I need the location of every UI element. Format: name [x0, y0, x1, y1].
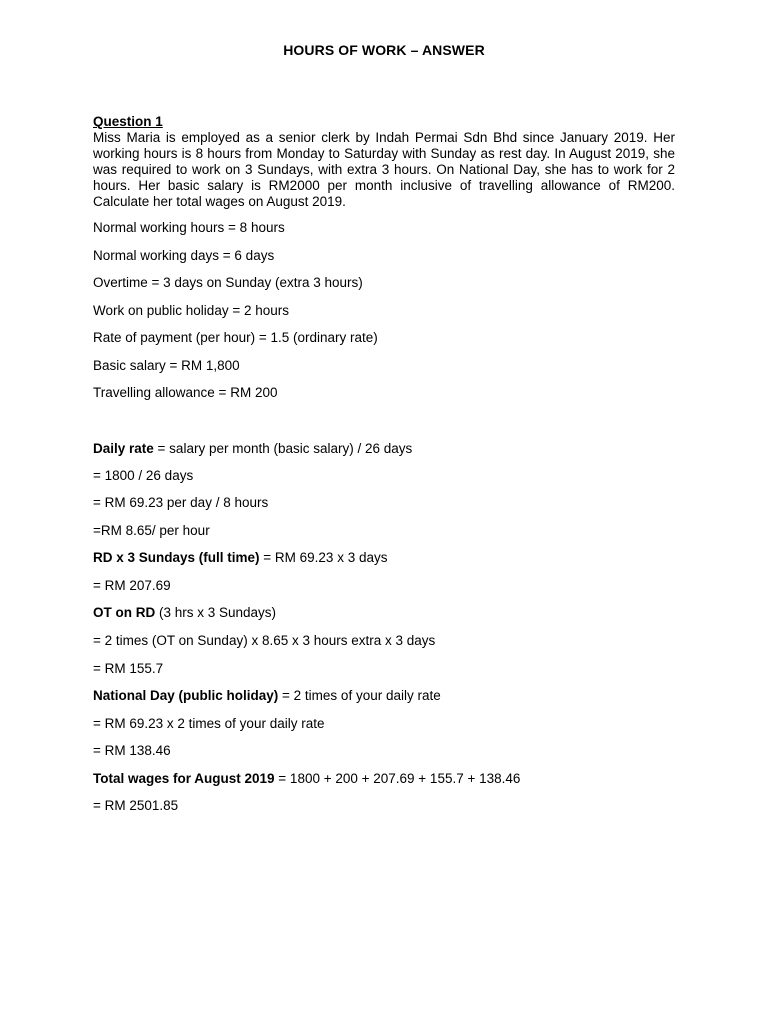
- daily-rate-line: [93, 441, 412, 457]
- national-day-label: National Day (public holiday): [93, 688, 279, 703]
- overtime-step: = 2 times (OT on Sunday) x 8.65 x 3 hours extra x 3 days: [93, 633, 436, 648]
- page-title: HOURS OF WORK – ANSWER: [283, 42, 485, 58]
- overtime-description: (3 hrs x 3 Sundays): [155, 605, 277, 620]
- rest-day-formula: = RM 69.23 x 3 days: [259, 550, 388, 565]
- fact-normal-hours: Normal working hours = 8 hours: [93, 220, 285, 235]
- question-heading: Question 1: [93, 114, 163, 129]
- daily-rate-label: Daily rate: [93, 441, 154, 456]
- national-day-step: = RM 69.23 x 2 times of your daily rate: [93, 716, 325, 731]
- rest-day-result: = RM 207.69: [93, 578, 171, 593]
- question-text: Miss Maria is employed as a senior clerk by Indah Permai Sdn Bhd since January 2019. Her working hours is 8 hours from Monday to Saturday with Sunday as rest day. In August 2019, she was required to work on 3 Sundays, with extra 3 hours. On National Day, she has to work for 2 hours. Her basic salary is RM2000 per month inclusive of travelling allowance of RM200. Calculate her total wages on August 2019.: [93, 130, 675, 209]
- overtime-label: OT on RD: [93, 605, 156, 620]
- national-day-formula: = 2 times of your daily rate: [278, 688, 441, 703]
- overtime-result: = RM 155.7: [93, 661, 164, 676]
- total-wages-result: = RM 2501.85: [93, 798, 179, 813]
- rest-day-label: RD x 3 Sundays (full time): [93, 550, 260, 565]
- daily-rate-formula: = salary per month (basic salary) / 26 days: [153, 441, 413, 456]
- fact-rate-of-payment: Rate of payment (per hour) = 1.5 (ordinary rate): [93, 330, 378, 345]
- fact-travelling-allowance: Travelling allowance = RM 200: [93, 385, 278, 400]
- total-wages-label: Total wages for August 2019: [93, 771, 275, 786]
- fact-normal-days: Normal working days = 6 days: [93, 248, 275, 263]
- overtime-line: [93, 605, 276, 621]
- daily-rate-step-2: = RM 69.23 per day / 8 hours: [93, 495, 269, 510]
- fact-public-holiday: Work on public holiday = 2 hours: [93, 303, 289, 318]
- fact-basic-salary: Basic salary = RM 1,800: [93, 358, 240, 373]
- daily-rate-step-3: =RM 8.65/ per hour: [93, 523, 210, 538]
- daily-rate-step-1: = 1800 / 26 days: [93, 468, 194, 483]
- national-day-result: = RM 138.46: [93, 743, 171, 758]
- total-wages-line: [93, 771, 520, 787]
- fact-overtime: Overtime = 3 days on Sunday (extra 3 hours): [93, 275, 363, 290]
- national-day-line: [93, 688, 441, 704]
- total-wages-formula: = 1800 + 200 + 207.69 + 155.7 + 138.46: [274, 771, 521, 786]
- rest-day-line: [93, 550, 387, 566]
